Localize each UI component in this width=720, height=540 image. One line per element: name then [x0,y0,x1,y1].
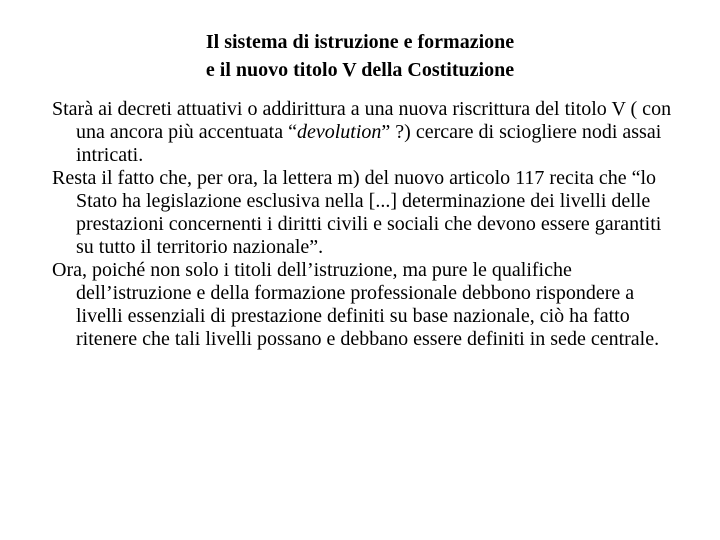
title-line-2: e il nuovo titolo V della Costituzione [205,59,515,81]
paragraph-1-emphasis: devolution [296,121,382,143]
slide-body [52,98,682,351]
paragraph-1-text-after: ” ?) cercare di sciogliere nodi assai intricati. [76,121,662,166]
title-line-1: Il sistema di istruzione e formazione [205,31,515,53]
paragraph-3: Ora, poiché non solo i titoli dell’istruzione, ma pure le qualifiche dell’istruzione e della formazione professionale debbono rispondere a livelli essenziali di prestazione definiti su base nazionale, ciò ha fatto ritenere che tali livelli possano e debbano essere definiti in sede centrale. [52,259,660,350]
paragraph-2: Resta il fatto che, per ora, la lettera m) del nuovo articolo 117 recita che “lo Stato ha legislazione esclusiva nella [...] determinazione dei livelli delle prestazioni concernenti i diritti civili e sociali che devono essere garantiti su tutto il territorio nazionale”. [52,167,662,258]
paragraph-1 [52,98,682,167]
slide-title [0,28,720,84]
paragraph-1-text-before: Starà ai decreti attuativi o addirittura a una nuova riscrittura del titolo V ( con una ancora più accentuata “ [52,98,672,143]
